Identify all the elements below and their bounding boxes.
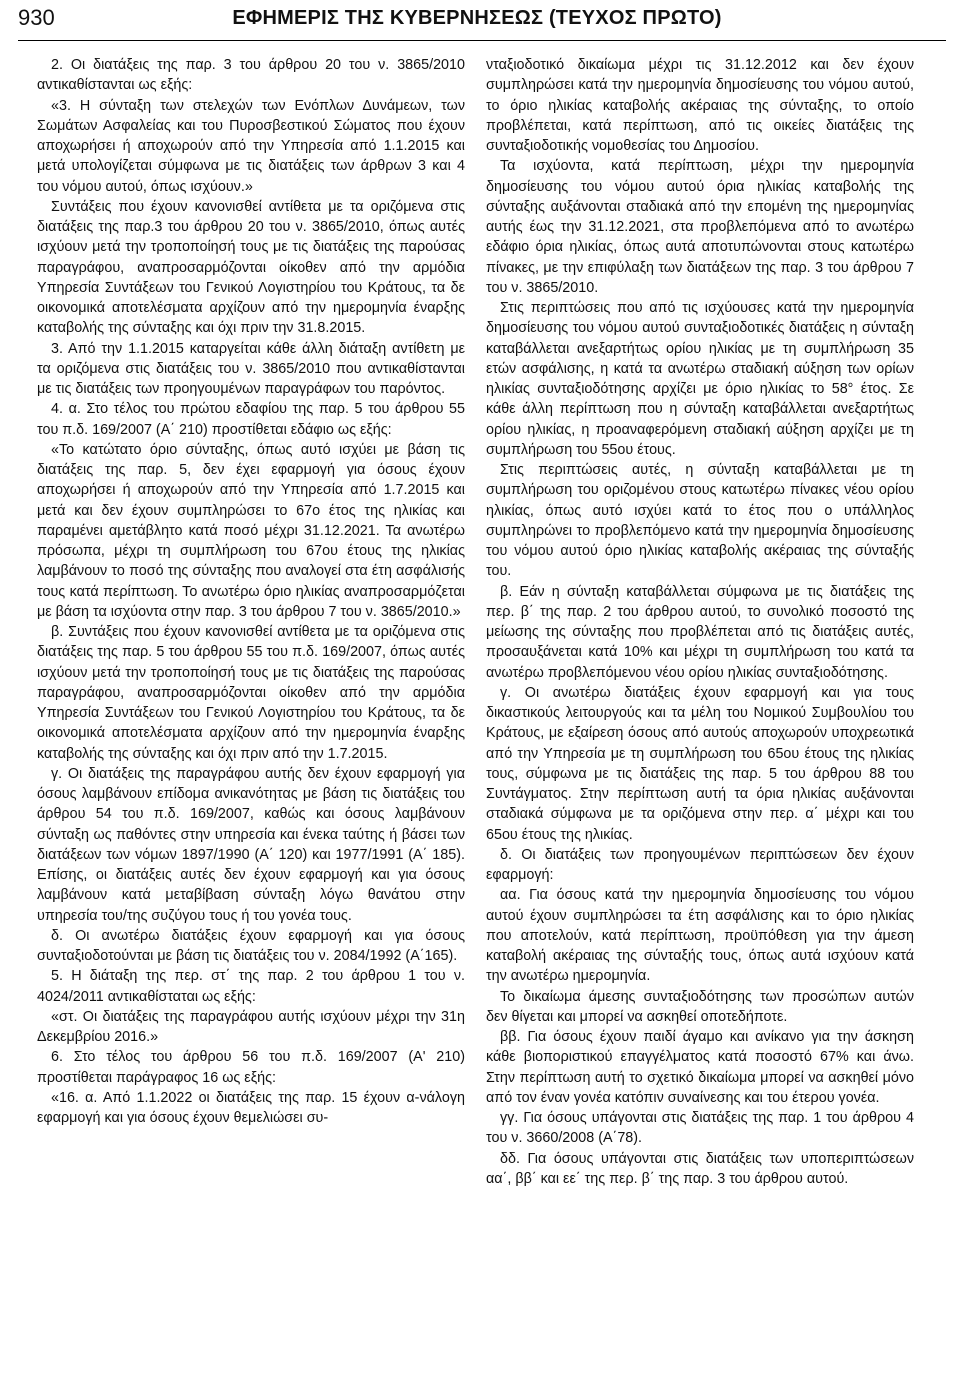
paragraph: γγ. Για όσους υπάγονται στις διατάξεις της παρ. 1 του άρθρου 4 του ν. 3660/2008 (Α΄78). [486, 1110, 914, 1147]
paragraph: δ. Οι διατάξεις των προηγουμένων περιπτώσεων δεν έχουν εφαρμογή: [486, 846, 914, 883]
paragraph: Στις περιπτώσεις που από τις ισχύουσες κατά την ημερομηνία δημοσίευσης του νόμου αυτού συνταξιοδοτικές διατάξεις η σύνταξη καταβάλλεται ανεξαρτήτως ορίου ηλικίας με τη συμπλήρωση 35 ετών ασφάλισης, η κατά τα ανωτέρω σταδιακή αύξηση των ορίων ηλικίας συνταξιοδότησης αρχίζει με όριο ηλικίας το 58° έτος. Σε κάθε άλλη περίπτωση που η σύνταξη καταβάλλεται ανεξαρτήτως ορίου ηλικίας, η προαναφερόμενη σταδιακή αύξηση αρχίζει με τη συμπλήρωση του 55ου έτους. [486, 300, 914, 458]
paragraph: γ. Οι ανωτέρω διατάξεις έχουν εφαρμογή και για τους δικαστικούς λειτουργούς και τα μέλη του Νομικού Συμβουλίου του Κράτους, με εξαίρεση όσους από αυτούς αποχωρούν υποχρεωτικά από την Υπηρεσία με τη συμπλήρωση του 65ου έτους της ηλικίας τους, σύμφωνα με τις διατάξεις της παρ. 5 του άρθρου 88 του Συντάγματος. Στην περίπτωση αυτή τα όρια ηλικίας αυξάνονται σταδιακά σύμφωνα με τα οριζόμενα στην περ. α΄ μέχρι και του 65ου έτους της ηλικίας. [486, 684, 914, 843]
paragraph: Στις περιπτώσεις αυτές, η σύνταξη καταβάλλεται με τη συμπλήρωση του οριζομένου στους κατωτέρω πίνακες νέου ορίου ηλικίας, όπως αυτό ισχύει κατά το έτος που ο υπάλληλος συμπληρώνει το προβλεπόμενο κατά την ημερομηνία δημοσίευσης του νόμου αυτού όριο ηλικίας καταβολής ακέραιας της σύνταξής του. [486, 462, 914, 580]
paragraph: δδ. Για όσους υπάγονται στις διατάξεις των υποπεριπτώσεων αα΄, ββ΄ και εε΄ της περ. β΄ της παρ. 3 του άρθρου αυτού. [486, 1150, 914, 1187]
paragraph: Το δικαίωμα άμεσης συνταξιοδότησης των προσώπων αυτών δεν θίγεται και μπορεί να ασκηθεί οποτεδήποτε. [486, 988, 914, 1025]
page-number: 930 [18, 5, 55, 30]
header-rule [18, 40, 946, 41]
paragraph: «3. Η σύνταξη των στελεχών των Ενόπλων Δυνάμεων, των Σωμάτων Ασφαλείας και του Πυροσβεστικού Σώματος που έχουν αποχωρήσει ή αποχωρούν από την Υπηρεσία από 1.1.2015 και μετά υπολογίζεται σύμφωνα με τις διατάξεις των άρθρων 3 και 4 του νόμου αυτού, όπως ισχύουν.» [37, 97, 465, 195]
paragraph: β. Συντάξεις που έχουν κανονισθεί αντίθετα με τα οριζόμενα στις διατάξεις της παρ. 5 του άρθρου 55 του π.δ. 169/2007, όπως αυτές ισχύουν μετά την τροποποίησή τους με τις διατάξεις της παρούσας παραγράφου, αναπροσαρμόζονται οίκοθεν από την αρμόδια Υπηρεσία Συντάξεων του Γενικού Λογιστηρίου του Κράτους, τα δε οικονομικά αποτελέσματα αρχίζουν από την ημερομηνία έναρξης καταβολής της σύνταξης και όχι πριν από την 1.7.2015. [37, 624, 465, 762]
paragraph: Συντάξεις που έχουν κανονισθεί αντίθετα με τα οριζόμενα στις διατάξεις της παρ.3 του άρθρου 20 του ν. 3865/2010, όπως αυτές ισχύουν μετά την τροποποίησή τους με τις διατάξεις της παρούσας παραγράφου, αναπροσαρμόζονται οίκοθεν από την αρμόδια Υπηρεσία Συντάξεων του Γενικού Λογιστηρίου του Κράτους, τα δε οικονομικά αποτελέσματα αρχίζουν από την ημερομηνία έναρξης καταβολής της σύνταξης και όχι πριν την 31.8.2015. [37, 198, 465, 337]
paragraph: 2. Οι διατάξεις της παρ. 3 του άρθρου 20 του ν. 3865/2010 αντικαθίστανται ως εξής: [37, 57, 465, 94]
paragraph: β. Εάν η σύνταξη καταβάλλεται σύμφωνα με τις διατάξεις της περ. β΄ της παρ. 2 του άρθρου αυτού, το συνολικό ποσοστό της μείωσης της σύνταξης που προβλέπεται από τις διατάξεις αυτές, προσαυξάνεται κατά 10% και μέχρι τη συμπλήρωση του κατά τα ανωτέρω προβλεπόμενου νέου ορίου ηλικίας συνταξιοδότησης. [486, 583, 914, 681]
paragraph: 3. Από την 1.1.2015 καταργείται κάθε άλλη διάταξη αντίθετη με τα οριζόμενα στις διατάξεις του ν. 3865/2010 που αντικαθίστανται με τις διατάξεις των προηγουμένων παραγράφων του παρόντος. [37, 340, 465, 397]
paragraph: 5. Η διάταξη της περ. στ΄ της παρ. 2 του άρθρου 1 του ν. 4024/2011 αντικαθίσταται ως εξής: [37, 968, 465, 1005]
gazette-title: ΕΦΗΜΕΡΙΣ ΤΗΣ ΚΥΒΕΡΝΗΣΕΩΣ (ΤΕΥΧΟΣ ΠΡΩΤΟ) [232, 6, 722, 29]
paragraph: δ. Οι ανωτέρω διατάξεις έχουν εφαρμογή και για όσους συνταξιοδοτούνται με βάση τις διατάξεις του ν. 2084/1992 (Α΄165). [37, 927, 465, 964]
paragraph: Τα ισχύοντα, κατά περίπτωση, μέχρι την ημερομηνία δημοσίευσης του νόμου αυτού όρια ηλικίας καταβολής της σύνταξης αυξάνονται σταδιακά από την επομένη της ημερομηνίας αυτής έως την 31.12.2021, στα προβλεπόμενα από το ανωτέρω εδάφιο όρια ηλικίας, όπως αυτά αποτυπώνονται στους κατωτέρω πίνακες, με την επιφύλαξη των διατάξεων της παρ. 3 του άρθρου 7 του ν. 3865/2010. [486, 158, 914, 296]
paragraph: «στ. Οι διατάξεις της παραγράφου αυτής ισχύουν μέχρι την 31η Δεκεμβρίου 2016.» [37, 1008, 465, 1045]
paragraph: 4. α. Στο τέλος του πρώτου εδαφίου της παρ. 5 του άρθρου 55 του π.δ. 169/2007 (Α΄ 210) προστίθεται εδάφιο ως εξής: [37, 401, 465, 438]
paragraph: γ. Οι διατάξεις της παραγράφου αυτής δεν έχουν εφαρμογή για όσους λαμβάνουν επίδομα ανικανότητας με βάση τις διατάξεις του άρθρου 54 του π.δ. 169/2007, καθώς και όσους λαμβάνουν σύνταξη ως παθόντες στην υπηρεσία και ένεκα ταύτης ή βάσει των διατάξεων των νόμων 1897/1990 (Α΄ 120) και 1977/1991 (Α΄ 185). Επίσης, οι διατάξεις αυτές δεν έχουν εφαρμογή και για όσους λαμβάνουν κατά μεταβίβαση σύνταξη λόγω θανάτου στην υπηρεσία του/της συζύγου τους ή του γονέα τους. [37, 765, 465, 924]
page-header [18, 0, 946, 36]
right-column [486, 55, 914, 1189]
left-column [37, 55, 465, 1128]
paragraph: νταξιοδοτικό δικαίωμα μέχρι τις 31.12.2012 και δεν έχουν συμπληρώσει κατά την ημερομηνία δημοσίευσης του νόμου αυτού, το όριο ηλικίας καταβολής ακέραιας της σύνταξης, το οποίο προβλέπεται, κατά περίπτωση, από τις οικείες διατάξεις της συνταξιοδοτικής νομοθεσίας του Δημοσίου. [486, 57, 914, 154]
paragraph: «16. α. Από 1.1.2022 οι διατάξεις της παρ. 15 έχουν α-νάλογη εφαρμογή και για όσους έχουν θεμελιώσει συ- [37, 1089, 465, 1126]
paragraph: αα. Για όσους κατά την ημερομηνία δημοσίευσης του νόμου αυτού έχουν συμπληρώσει τα έτη ασφάλισης και το όριο ηλικίας που αποτελούν, κατά περίπτωση, προϋπόθεση για την άμεση καταβολή ακέραιας της σύνταξής τους, όπως αυτά ισχύουν κατά την ανωτέρω ημερομηνία. [486, 887, 914, 985]
paragraph: «Το κατώτατο όριο σύνταξης, όπως αυτό ισχύει με βάση τις διατάξεις της παρ. 5, δεν έχει εφαρμογή για όσους έχουν αποχωρήσει ή αποχωρούν από την Υπηρεσία από 1.7.2015 και μετά και δεν έχουν συμπληρώσει το 67ο έτος της ηλικίας και παραμένει αμετάβλητο κατά ποσό μέχρι 31.12.2021. Τα ανωτέρω πρόσωπα, μέχρι τη συμπλήρωση του 67ου έτους της ηλικίας λαμβάνουν το ποσό της σύνταξης που αναλογεί στα έτη ασφάλισής τους κατά περίπτωση. Το ανωτέρω όριο ηλικίας αναπροσαρμόζεται με βάση τα ισχύοντα στην παρ. 3 του άρθρου 7 του ν. 3865/2010.» [37, 441, 465, 620]
paragraph: ββ. Για όσους έχουν παιδί άγαμο και ανίκανο για την άσκηση κάθε βιοποριστικού επαγγέλματος κατά ποσοστό 67% και άνω. Στην περίπτωση αυτή το σχετικό δικαίωμα μπορεί να ασκηθεί μόνο από τον έναν γονέα κατόπιν συναίνεσης και του έτερου γονέα. [486, 1029, 914, 1106]
paragraph: 6. Στο τέλος του άρθρου 56 του π.δ. 169/2007 (Α' 210) προστίθεται παράγραφος 16 ως εξής: [37, 1049, 465, 1086]
